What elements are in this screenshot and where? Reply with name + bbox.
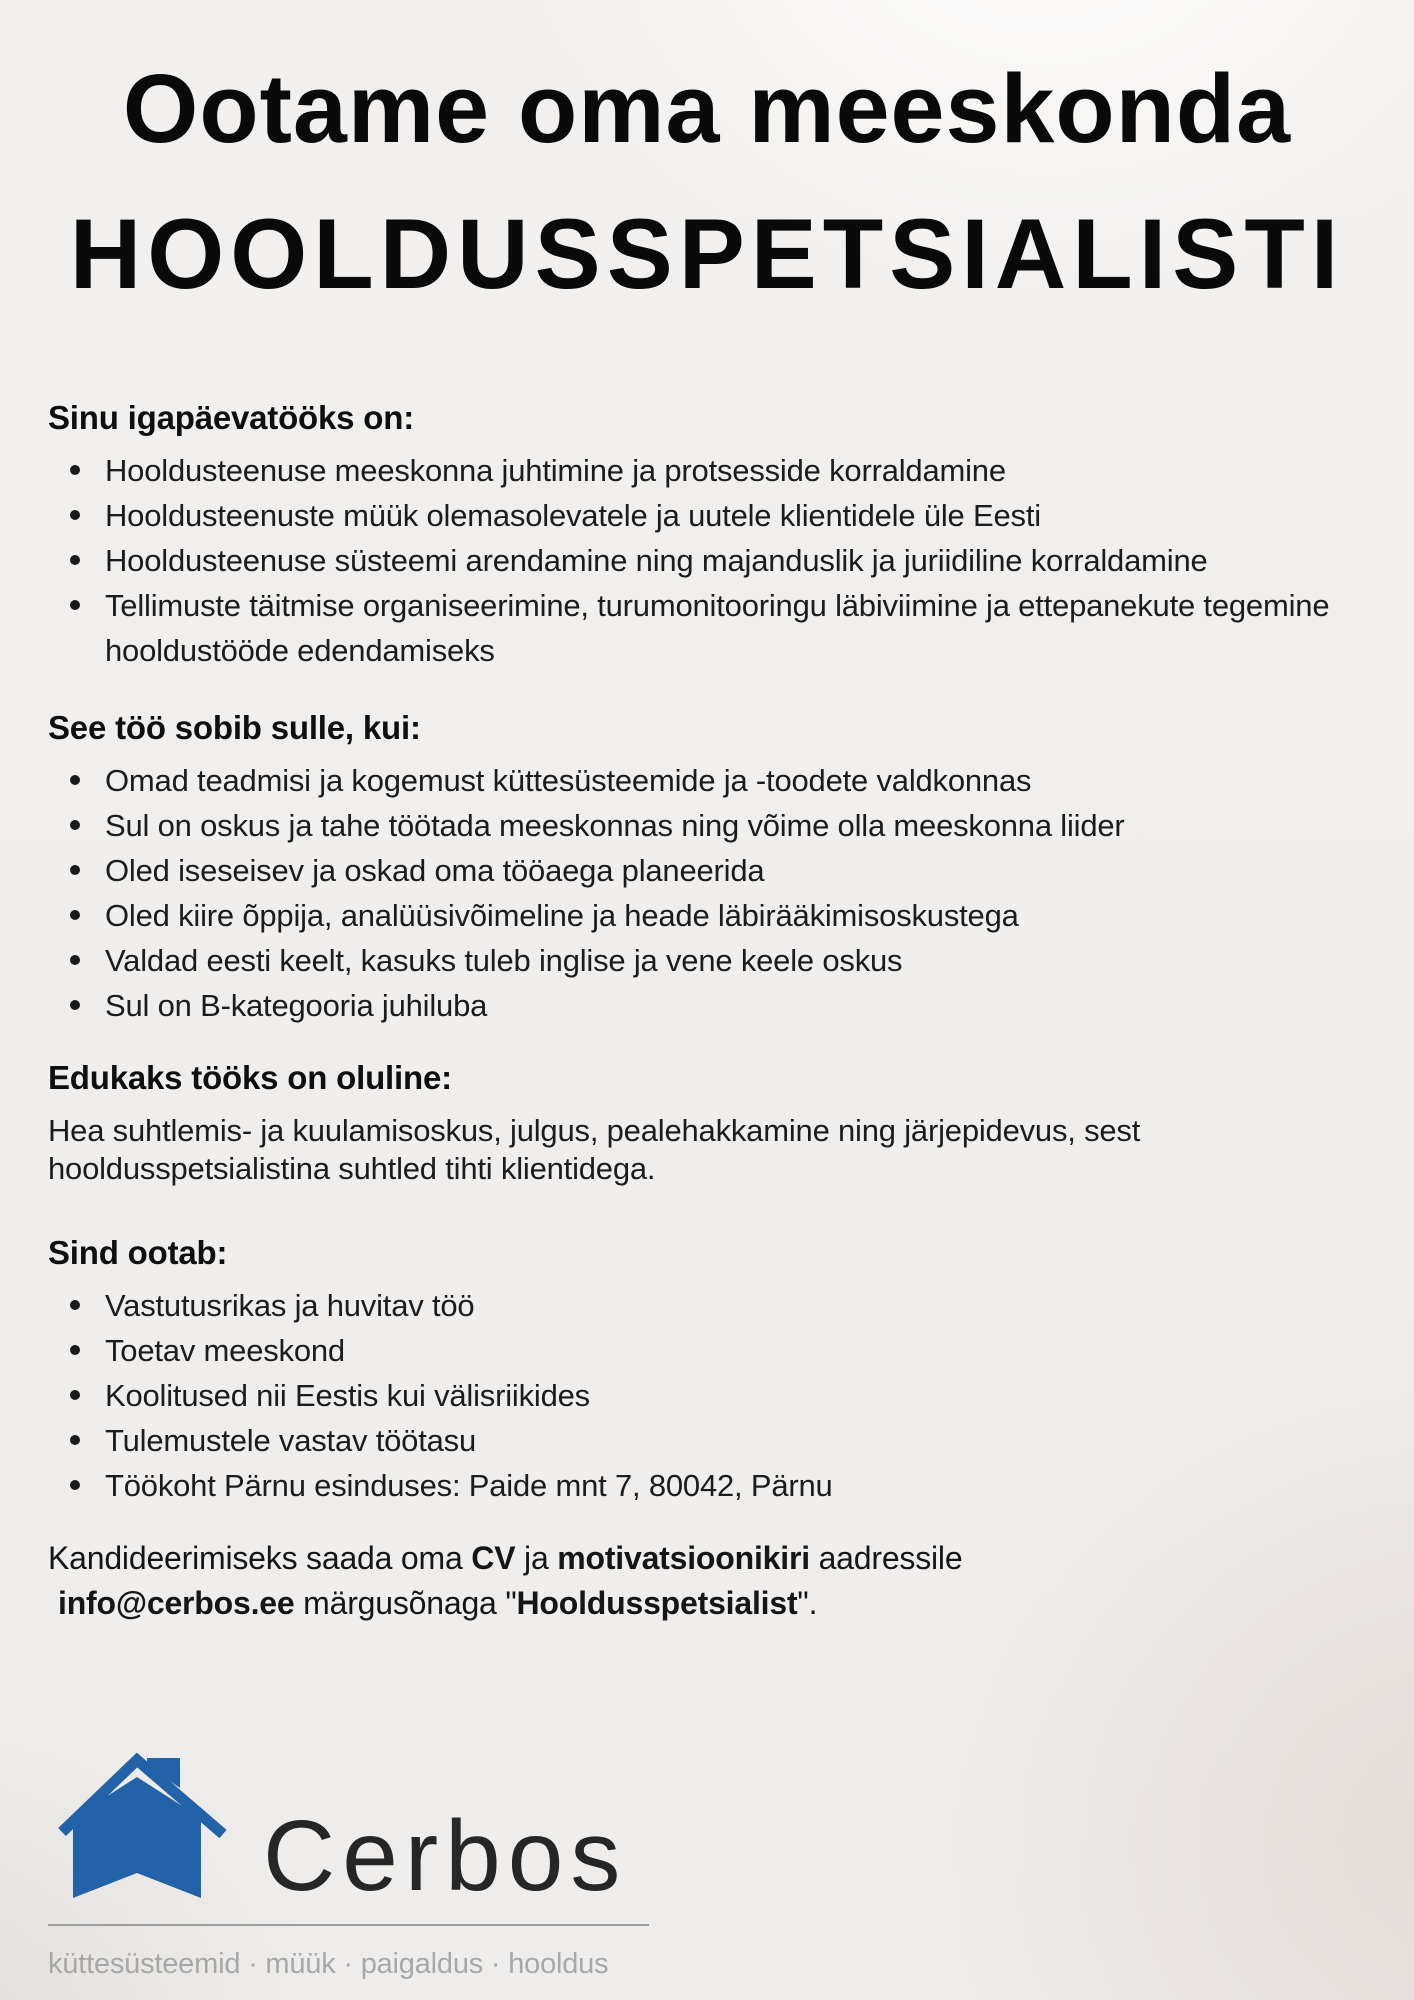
logo-tagline: küttesüsteemid · müük · paigaldus · hooldus: [48, 1948, 609, 1980]
logo-wordmark: Cerbos: [263, 1800, 628, 1912]
bullet-item: Sul on B-kategooria juhiluba: [48, 983, 1364, 1028]
bullet-list: [48, 758, 1364, 1028]
bullet-list: [48, 1283, 1364, 1508]
closing-text: Kandideerimiseks saada oma: [48, 1540, 472, 1576]
closing-line-1: [48, 1536, 962, 1581]
motivation-letter-label: motivatsioonikiri: [557, 1540, 810, 1576]
section-heading: Sinu igapäevatööks on:: [48, 399, 414, 436]
section-heading: Edukaks tööks on oluline:: [48, 1059, 452, 1096]
closing-text: märgusõnaga ": [294, 1585, 517, 1621]
section-success-traits: [48, 1058, 1364, 1188]
section-heading: See töö sobib sulle, kui:: [48, 709, 421, 746]
section-daily-tasks: [48, 398, 1364, 673]
application-instructions: [48, 1536, 962, 1626]
bullet-item: Vastutusrikas ja huvitav töö: [48, 1283, 1364, 1328]
bullet-item: Tellimuste täitmise organiseerimine, turumonitooringu läbiviimine ja ettepanekute tegemine hooldustööde edendamiseks: [48, 583, 1364, 673]
closing-text: aadressile: [809, 1540, 963, 1576]
section-heading: Sind ootab:: [48, 1234, 228, 1271]
bullet-item: Valdad eesti keelt, kasuks tuleb inglise ja vene keele oskus: [48, 938, 1364, 983]
section-paragraph: Hea suhtlemis- ja kuulamisoskus, julgus, pealehakkamine ning järjepidevus, sest hooldusspetsialistina suhtled tihti klientidega.: [48, 1112, 1141, 1186]
bullet-item: Omad teadmisi ja kogemust küttesüsteemide ja -toodete valdkonnas: [48, 758, 1364, 803]
poster-title-line2: HOOLDUSSPETSIALISTI: [69, 198, 1345, 309]
bullet-item: Oled iseseisev ja oskad oma tööaega planeerida: [48, 848, 1364, 893]
section-offer: [48, 1233, 1364, 1508]
house-icon: [40, 1740, 240, 1940]
bullet-item: Töökoht Pärnu esinduses: Paide mnt 7, 80042, Pärnu: [48, 1463, 1364, 1508]
bullet-list: [48, 448, 1364, 673]
poster-title-line1: Ootame oma meeskonda: [122, 54, 1292, 163]
cv-label: CV: [471, 1540, 516, 1576]
bullet-item: Sul on oskus ja tahe töötada meeskonnas ning võime olla meeskonna liider: [48, 803, 1364, 848]
bullet-item: Oled kiire õppija, analüüsivõimeline ja heade läbirääkimisoskustega: [48, 893, 1364, 938]
contact-email: info@cerbos.ee: [58, 1585, 295, 1621]
closing-text: ".: [797, 1585, 818, 1621]
closing-text: ja: [515, 1540, 558, 1576]
closing-line-2: [48, 1581, 962, 1626]
logo-divider: [48, 1924, 649, 1926]
bullet-item: Toetav meeskond: [48, 1328, 1364, 1373]
bullet-item: Koolitused nii Eestis kui välisriikides: [48, 1373, 1364, 1418]
section-job-fit: [48, 708, 1364, 1028]
bullet-item: Hooldusteenuste müük olemasolevatele ja uutele klientidele üle Eesti: [48, 493, 1364, 538]
bullet-item: Hooldusteenuse meeskonna juhtimine ja protsesside korraldamine: [48, 448, 1364, 493]
bullet-item: Tulemustele vastav töötasu: [48, 1418, 1364, 1463]
job-keyword: Hooldusspetsialist: [516, 1585, 798, 1621]
bullet-item: Hooldusteenuse süsteemi arendamine ning majanduslik ja juriidiline korraldamine: [48, 538, 1364, 583]
